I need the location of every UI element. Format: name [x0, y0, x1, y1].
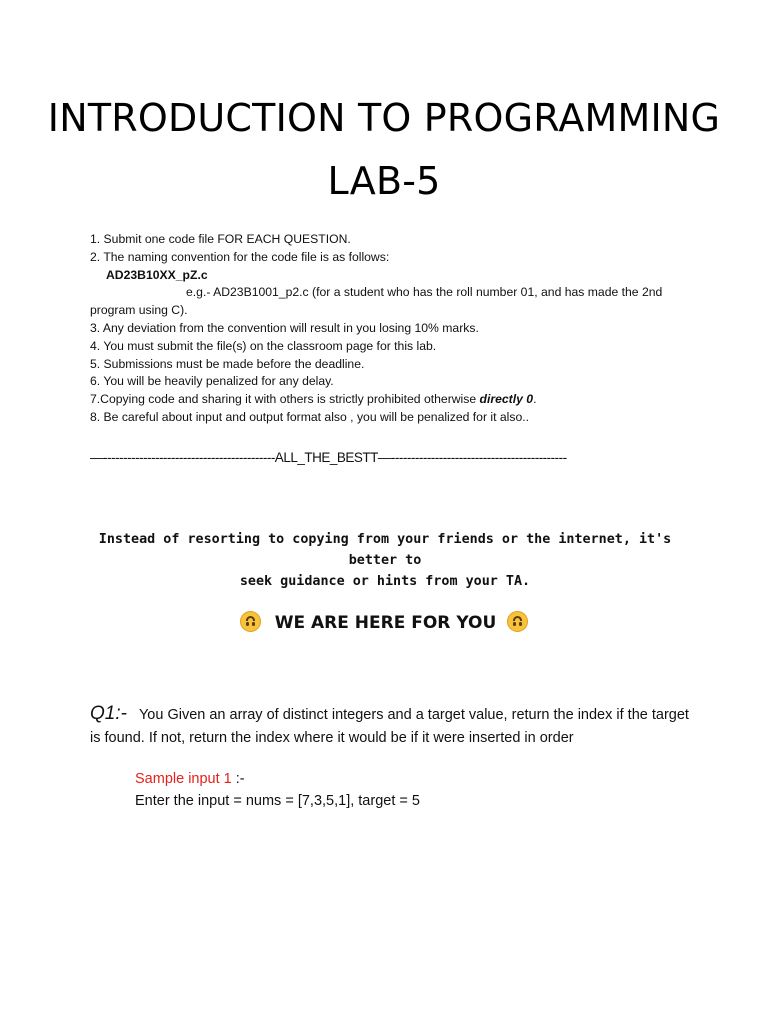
- sample-input-1: [135, 768, 695, 812]
- rule-2: 2. The naming convention for the code file is as follows:: [90, 249, 390, 264]
- all-the-best-divider: —-------------------------------------------ALL_THE_BESTT—--------------------------------------------: [90, 450, 567, 465]
- rule-5: 5. Submissions must be made before the deadline.: [90, 356, 365, 371]
- advice-line-2: seek guidance or hints from your TA.: [239, 574, 531, 589]
- page-title: INTRODUCTION TO PROGRAMMING: [47, 96, 721, 140]
- rules-list: [90, 231, 690, 427]
- naming-example: e.g.- AD23B1001_p2.c (for a student who has the roll number 01, and has made the 2nd: [186, 285, 663, 300]
- advice-text: [80, 529, 690, 592]
- rule-7: [90, 391, 690, 409]
- sample-input-value: Enter the input = nums = [7,3,5,1], target = 5: [135, 793, 420, 809]
- upside-down-face-icon: [240, 611, 261, 632]
- question-1: [90, 702, 690, 750]
- advice-line-1: Instead of resorting to copying from your friends or the internet, it's better to: [98, 532, 672, 568]
- page-subtitle: LAB-5: [327, 159, 441, 203]
- rule-8: 8. Be careful about input and output format also , you will be penalized for it also..: [90, 409, 530, 424]
- upside-down-face-icon: [507, 611, 528, 632]
- support-banner: [0, 611, 768, 633]
- sample-label-suffix: :-: [231, 771, 245, 787]
- rule-3: 3. Any deviation from the convention will result in you losing 10% marks.: [90, 320, 479, 335]
- question-label: Q1:-: [90, 703, 127, 724]
- question-text: You Given an array of distinct integers and a target value, return the index if the target is found. If not, return the index where it would be if it were inserted in order: [90, 707, 689, 746]
- naming-example-cont: program using C).: [90, 303, 188, 318]
- rule-7-emphasis: directly 0: [479, 392, 534, 407]
- sample-heading: [135, 768, 695, 790]
- naming-convention: AD23B10XX_pZ.c: [106, 267, 208, 282]
- rule-1: 1. Submit one code file FOR EACH QUESTION.: [90, 232, 351, 246]
- rule-6: 6. You will be heavily penalized for any delay.: [90, 374, 334, 389]
- rule-4: 4. You must submit the file(s) on the classroom page for this lab.: [90, 338, 437, 353]
- rule-7-text: 7.Copying code and sharing it with others is strictly prohibited otherwise: [90, 392, 480, 407]
- rule-7-end: .: [533, 392, 537, 407]
- support-text: WE ARE HERE FOR YOU: [274, 613, 497, 633]
- sample-label: Sample input 1: [135, 771, 232, 787]
